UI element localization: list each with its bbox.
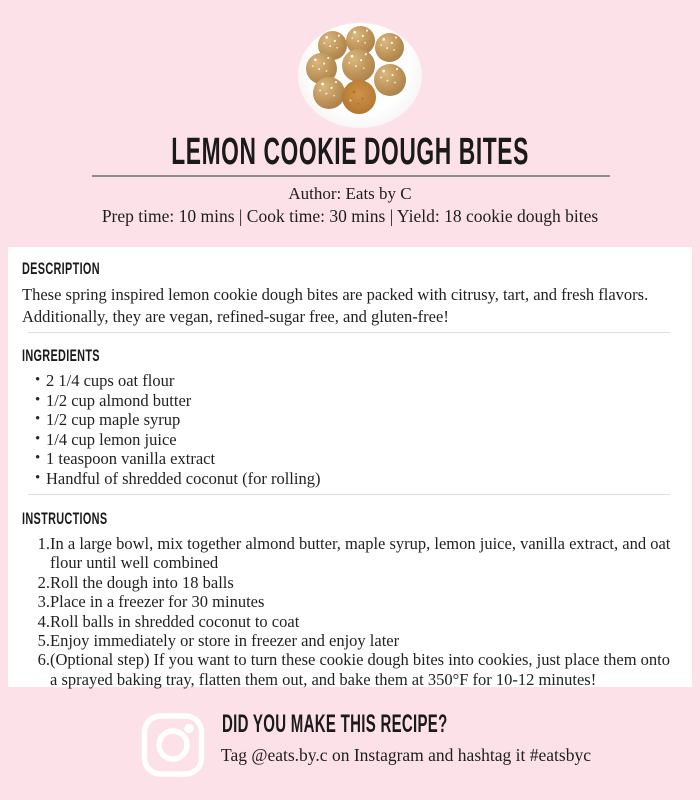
- ingredient-item: • 2 1/4 cups oat flour: [22, 371, 676, 391]
- footer-heading: DID YOU MAKE THIS RECIPE?: [222, 710, 448, 738]
- section-divider: [28, 332, 670, 333]
- recipe-title: LEMON COOKIE DOUGH BITES: [171, 131, 529, 173]
- ingredients-list: [22, 371, 676, 488]
- footer-tagline: Tag @eats.by.c on Instagram and hashtag it #eatsbyc: [221, 745, 591, 765]
- step-number: 3.: [37, 592, 50, 612]
- footer-heading-wrap: [222, 710, 598, 738]
- ingredient-item: • 1 teaspoon vanilla extract: [22, 449, 676, 469]
- cookie-ball: [342, 49, 375, 82]
- recipe-meta-line: Prep time: 10 mins | Cook time: 30 mins | Yield: 18 cookie dough bites: [101, 206, 599, 226]
- section-divider: [28, 494, 670, 495]
- instruction-step: [22, 592, 676, 611]
- step-number: 2.: [37, 572, 50, 592]
- title-divider-rule: [92, 175, 610, 177]
- step-number: 6.: [37, 650, 50, 670]
- cut-cookie-ball: [342, 80, 376, 114]
- instruction-step: [22, 573, 676, 592]
- step-text: Roll balls in shredded coconut to coat: [50, 611, 300, 631]
- step-text: Roll the dough into 18 balls: [50, 572, 234, 592]
- instruction-step: [22, 534, 676, 573]
- instructions-list: [22, 534, 676, 689]
- instruction-step: [22, 612, 676, 631]
- ingredient-item: • 1/2 cup almond butter: [22, 391, 676, 411]
- ingredients-section-heading: INGREDIENTS: [22, 346, 100, 365]
- description-section-heading: DESCRIPTION: [22, 259, 100, 278]
- author-line: Author: Eats by C: [288, 184, 412, 203]
- recipe-photo: [298, 23, 422, 128]
- instruction-step: [22, 631, 676, 650]
- step-text: Place in a freezer for 30 minutes: [50, 592, 265, 612]
- step-number: 1.: [37, 534, 50, 553]
- instagram-icon: [140, 711, 206, 779]
- step-text: In a large bowl, mix together almond butter, maple syrup, lemon juice, vanilla extract, and oat flour until well combined: [50, 534, 671, 573]
- cookie-ball: [374, 64, 406, 96]
- instructions-section-heading: INSTRUCTIONS: [22, 509, 108, 528]
- description-text: These spring inspired lemon cookie dough bites are packed with citrusy, tart, and fresh flavors. Additionally, they are vegan, refined-sugar free, and gluten-free!: [22, 285, 649, 326]
- step-text: Enjoy immediately or store in freezer and enjoy later: [50, 631, 400, 651]
- ingredient-item: • 1/4 cup lemon juice: [22, 430, 676, 450]
- instruction-step: [22, 650, 676, 689]
- step-number: 5.: [37, 631, 50, 651]
- ingredient-item: • Handful of shredded coconut (for rolling): [22, 469, 676, 489]
- cookie-ball: [375, 33, 404, 62]
- ingredient-item: • 1/2 cup maple syrup: [22, 410, 676, 430]
- recipe-title-wrap: [0, 131, 700, 173]
- step-number: 4.: [37, 611, 50, 631]
- recipe-content-card: [8, 247, 692, 687]
- step-text: (Optional step) If you want to turn these cookie dough bites into cookies, just place them onto a sprayed baking tray, flatten them out, and bake them at 350°F for 10-12 minutes!: [50, 650, 670, 689]
- cookie-ball: [313, 77, 345, 109]
